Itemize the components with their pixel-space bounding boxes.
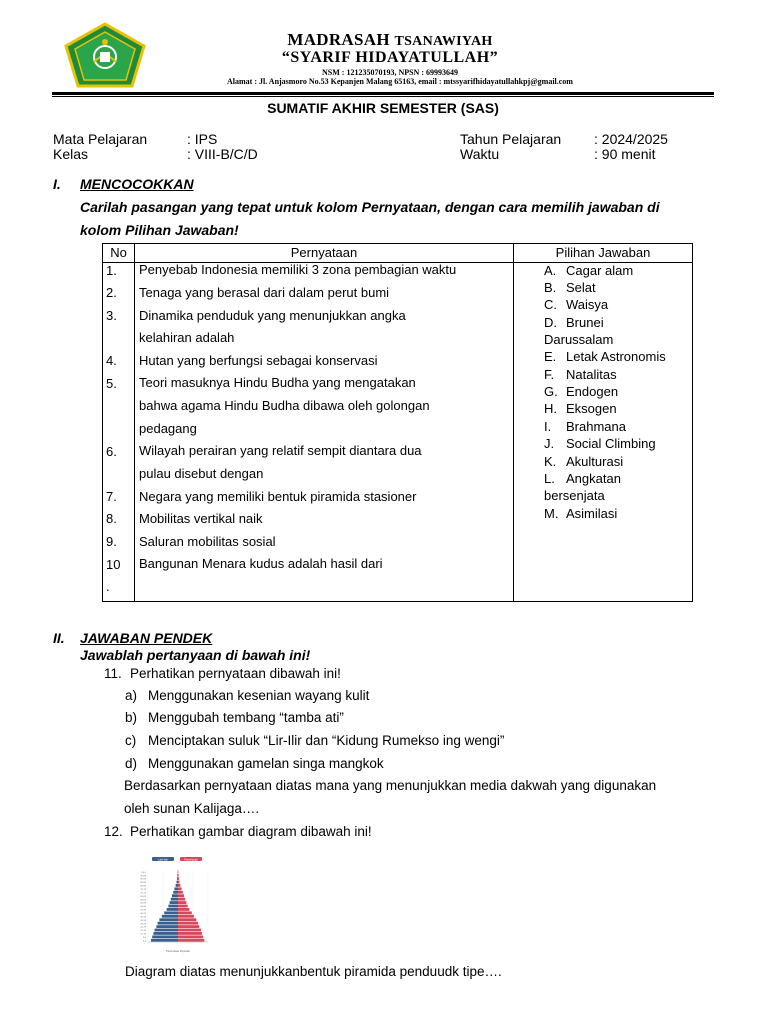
choice-item: [544, 435, 656, 452]
q11-item-text: Menggunakan kesenian wayang kulit: [148, 688, 370, 703]
row-number: 10: [106, 557, 121, 572]
bar-female: [178, 939, 204, 942]
bar-female: [178, 891, 183, 894]
tick-label-age: 30-34: [140, 919, 146, 922]
choice-text: Cagar alam: [566, 263, 634, 278]
q11-item-text: Menciptakan suluk “Lir-Ilir dan “Kidung Rumekso ing wengi”: [148, 733, 505, 748]
q12-text: Perhatikan gambar diagram dibawah ini!: [130, 824, 372, 839]
statement-line: Wilayah perairan yang relatif sempit diantara dua: [139, 443, 422, 458]
choice-item: [544, 505, 617, 522]
bar-female: [178, 874, 179, 877]
statement-line: Penyebab Indonesia memiliki 3 zona pembagian waktu: [139, 262, 457, 277]
statement-line: Mobilitas vertikal naik: [139, 511, 263, 526]
tick-label-age: 5-9: [142, 936, 146, 939]
tick-label-age: 45-49: [140, 909, 146, 912]
statement-line: Saluran mobilitas sosial: [139, 534, 276, 549]
school-address: Alamat : Jl. Anjasmoro No.53 Kepanjen Malang 65163, email : mtssyarifhidayatullahkpj@gmail.com: [227, 77, 573, 86]
matching-table: [102, 243, 693, 602]
statement-line: Dinamika penduduk yang menunjukkan angka: [139, 308, 406, 323]
bar-male: [176, 884, 178, 887]
choice-text: Angkatan: [566, 471, 621, 486]
choice-text: Waisya: [566, 297, 609, 312]
statement-line: Teori masuknya Hindu Budha yang mengatakan: [139, 375, 416, 390]
tick-label-age: 80-84: [140, 885, 146, 888]
bar-female: [178, 901, 186, 904]
row-number: 6.: [106, 444, 117, 459]
tick-label-age: 15-19: [140, 930, 146, 933]
bar-female: [178, 932, 202, 935]
bar-male: [158, 922, 178, 925]
q11-item-text: Menggunakan gamelan singa mangkok: [148, 756, 384, 771]
statement-line: Negara yang memiliki bentuk piramida stasioner: [139, 489, 417, 504]
choice-text: Endogen: [566, 384, 619, 399]
table-divider-no: [134, 244, 135, 601]
choice-text: Eksogen: [566, 401, 617, 416]
choice-text-continuation: Darussalam: [544, 332, 614, 347]
tick-label-age: 100+: [141, 871, 146, 874]
bar-female: [178, 881, 180, 884]
legend-label: Perempuan: [184, 858, 198, 862]
q11-followup-line2: oleh sunan Kalijaga….: [124, 801, 260, 816]
legend-label: Laki-laki: [158, 858, 168, 862]
bar-male: [172, 894, 178, 897]
choice-letter: E.: [544, 349, 557, 364]
section1-instruction-line2: kolom Pilihan Jawaban!: [80, 222, 239, 238]
choice-item: [544, 418, 626, 435]
choice-letter: H.: [544, 401, 557, 416]
choice-item: [544, 314, 604, 331]
bar-female: [178, 925, 199, 928]
class-value: : VIII-B/C/D: [187, 146, 258, 162]
choice-text: Natalitas: [566, 367, 617, 382]
statement-line: kelahiran adalah: [139, 330, 235, 345]
bar-female: [178, 918, 196, 921]
school-name: “SYARIF HIDAYATULLAH”: [281, 49, 499, 66]
choice-text: Akulturasi: [566, 454, 624, 469]
row-number: 1.: [106, 263, 117, 278]
bar-male: [162, 915, 178, 918]
row-number: 7.: [106, 489, 117, 504]
header-no: No: [110, 245, 127, 260]
choice-text: Brahmana: [566, 419, 626, 434]
q11-item-text: Menggubah tembang “tamba ati”: [148, 710, 344, 725]
bar-male: [171, 898, 178, 901]
bar-male: [168, 905, 178, 908]
choice-text: Asimilasi: [566, 506, 618, 521]
choice-item: [544, 470, 621, 487]
tick-label-age: 50-54: [140, 906, 146, 909]
statement-line: pedagang: [139, 421, 197, 436]
q12-number: 12.: [104, 824, 123, 839]
bar-female: [178, 905, 188, 908]
bar-female: [178, 935, 203, 938]
bar-male: [155, 929, 178, 932]
tick-label-age: 90-94: [140, 878, 146, 881]
bar-female: [178, 884, 180, 887]
tick-label-age: 10-14: [140, 933, 146, 936]
x-axis-label: Persentase Populasi: [166, 950, 190, 953]
tick-label-age: 0-4: [142, 940, 146, 943]
row-number: 4.: [106, 353, 117, 368]
choice-letter: A.: [544, 263, 557, 278]
bar-female: [178, 894, 184, 897]
bar-male: [173, 891, 178, 894]
choice-letter: G.: [544, 384, 558, 399]
school-type-main: MADRASAH: [287, 30, 390, 49]
bar-female: [178, 887, 182, 890]
choice-text: Social Climbing: [566, 436, 656, 451]
tick-label-age: 25-29: [140, 923, 146, 926]
bar-male: [156, 925, 178, 928]
school-type: [190, 30, 590, 50]
subject-label: Mata Pelajaran: [53, 131, 148, 147]
bar-female: [178, 908, 189, 911]
choice-letter: J.: [544, 436, 555, 451]
bar-female: [178, 911, 192, 914]
row-number-continuation: .: [106, 579, 110, 594]
q11-item-label: a): [125, 688, 138, 703]
section2-title: JAWABAN PENDEK: [80, 630, 213, 646]
time-label: Waktu: [460, 146, 500, 162]
choice-letter: D.: [544, 315, 557, 330]
section1-number: I.: [53, 176, 61, 192]
section1-title: MENCOCOKKAN: [80, 176, 194, 192]
row-number: 2.: [106, 285, 117, 300]
year-value: : 2024/2025: [594, 131, 668, 147]
bar-male: [159, 918, 178, 921]
choice-item: [544, 383, 618, 400]
q11-text: Perhatikan pernyataan dibawah ini!: [130, 666, 341, 681]
header-rule-thick: [52, 92, 714, 95]
header-rule-thin: [52, 96, 714, 97]
q11-followup-line1: Berdasarkan pernyataan diatas mana yang menunjukkan media dakwah yang digunakan: [124, 778, 657, 793]
statement-line: Tenaga yang berasal dari dalam perut bumi: [139, 285, 390, 300]
tick-label-age: 20-24: [140, 926, 146, 929]
choice-text: Brunei: [566, 315, 604, 330]
row-number: 8.: [106, 511, 117, 526]
statement-line: pulau disebut dengan: [139, 466, 264, 481]
q11-item-label: d): [125, 756, 138, 771]
bar-male: [164, 911, 178, 914]
class-label: Kelas: [53, 146, 89, 162]
choice-letter: L.: [544, 471, 555, 486]
subject-value: : IPS: [187, 131, 218, 147]
q11-item-label: c): [125, 733, 137, 748]
row-number: 3.: [106, 308, 117, 323]
statement-line: Bangunan Menara kudus adalah hasil dari: [139, 556, 383, 571]
statement-line: bahwa agama Hindu Budha dibawa oleh golongan: [139, 398, 430, 413]
bar-male: [174, 887, 178, 890]
q12-followup: Diagram diatas menunjukkanbentuk piramida penduudk tipe….: [125, 964, 502, 979]
tick-label-age: 85-89: [140, 882, 146, 885]
choice-text: Selat: [566, 280, 596, 295]
choice-item: [544, 296, 608, 313]
bar-female: [178, 929, 201, 932]
choice-item: [544, 453, 623, 470]
choice-letter: F.: [544, 367, 555, 382]
year-label: Tahun Pelajaran: [460, 131, 562, 147]
tick-label-age: 40-44: [140, 912, 146, 915]
header-statement: Pernyataan: [290, 245, 358, 260]
bar-female: [178, 898, 185, 901]
bar-female: [178, 877, 179, 880]
tick-label-age: 55-59: [140, 902, 146, 905]
choice-item: [544, 348, 666, 365]
bar-male: [153, 932, 178, 935]
time-value: : 90 menit: [594, 146, 656, 162]
choice-text-continuation: bersenjata: [544, 488, 605, 503]
row-number: 9.: [106, 534, 117, 549]
choice-item: [544, 262, 633, 279]
bar-male: [177, 874, 178, 877]
tick-label-age: 35-39: [140, 916, 146, 919]
exam-title: SUMATIF AKHIR SEMESTER (SAS): [267, 100, 499, 116]
tick-label-age: 75-79: [140, 888, 146, 891]
tick-label-age: 60-64: [140, 899, 146, 902]
bar-male: [167, 908, 178, 911]
bar-male: [177, 881, 179, 884]
choice-letter: K.: [544, 454, 557, 469]
row-number: 5.: [106, 376, 117, 391]
bar-male: [152, 935, 178, 938]
bar-female: [178, 915, 194, 918]
header-choices: Pilihan Jawaban: [555, 245, 651, 260]
section2-instruction: Jawablah pertanyaan di bawah ini!: [80, 647, 311, 663]
choice-item: [544, 279, 596, 296]
school-type-sub: TSANAWIYAH: [394, 34, 493, 49]
school-ids: NSM : 121235070193, NPSN : 69993649: [322, 68, 458, 77]
tick-label-age: 95-99: [140, 875, 146, 878]
bar-male: [177, 877, 178, 880]
statement-line: Hutan yang berfungsi sebagai konservasi: [139, 353, 378, 368]
bar-female: [178, 922, 198, 925]
bar-male: [170, 901, 178, 904]
choice-letter: M.: [544, 506, 559, 521]
q11-number: 11.: [104, 666, 122, 681]
choice-letter: C.: [544, 297, 557, 312]
choice-item: [544, 400, 617, 417]
choice-text: Letak Astronomis: [566, 349, 666, 364]
population-pyramid-chart: [134, 856, 214, 956]
school-logo: [64, 22, 146, 88]
tick-label-age: 70-74: [140, 892, 146, 895]
tick-label-age: 65-69: [140, 895, 146, 898]
section2-number: II.: [53, 630, 65, 646]
q11-item-label: b): [125, 710, 138, 725]
section1-instruction-line1: Carilah pasangan yang tepat untuk kolom Pernyataan, dengan cara memilih jawaban di: [80, 199, 660, 215]
bar-male: [151, 939, 178, 942]
choice-letter: B.: [544, 280, 557, 295]
choice-item: [544, 366, 617, 383]
choice-letter: I.: [544, 419, 552, 434]
